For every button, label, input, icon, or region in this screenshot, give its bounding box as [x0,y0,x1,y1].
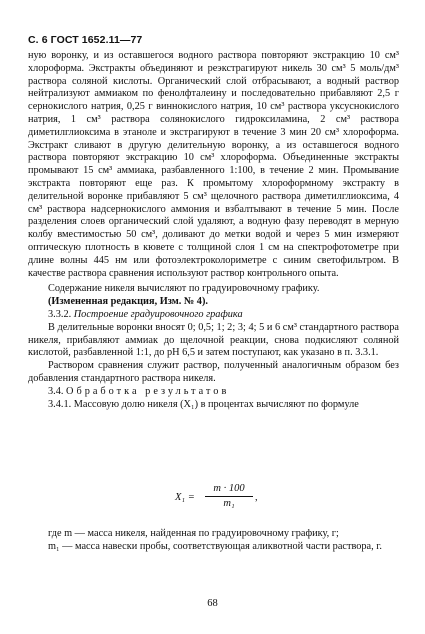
section-3-3-2-heading [28,309,399,322]
section-3-4-heading [28,386,399,399]
paragraph-calc-note: Содержание никеля вычисляют по градуировочному графику. [48,283,320,295]
paragraph-formula-intro: 3.4.1. Массовую долю никеля (X₁) в процентах вычисляют по формуле [48,398,359,410]
definition-m: где m — масса никеля, найденная по градуировочному графику, г; [48,528,339,539]
document-body [28,50,399,411]
paragraph-reference-solution: Раствором сравнения служит раствор, полученный аналогичным образом без добавления стандартного раствора никеля. [28,360,399,384]
fraction-bar [205,496,253,497]
section-title: Обработка результатов [66,385,230,397]
formula-numerator: m · 100 [213,483,245,494]
paragraph-calibration: В делительные воронки вносят 0; 0,5; 1; 2; 3; 4; 5 и 6 см³ стандартного раствора никеля, прибавляют аммиак до щелочной реакции, снова подкисляют соляной кислотой, разбавленной 1:1, до pH 6,5 и затем поступают, как указано в п. 3.3.1. [28,321,399,359]
page-number: 68 [207,598,218,609]
paragraph-procedure: ную воронку, и из оставшегося водного раствора повторяют экстракцию 10 см³ хлороформа. Экстракты объединяют и реэкстрагируют никель 30 см³ 5 моль/дм³ раствора соляной кислоты. Органический слой отбрасывают, а водный раствор нейтрализуют аммиаком по фенолфталеину и последовательно прибавляют 2,5 г сернокислого натрия, 0,25 г виннокислого натрия, 10 см³ раствора уксуснокислого натрия, 1 см³ раствора солянокислого гидроксиламина, 2 см³ раствора диметилглиоксима в этаноле и экстрагируют в течение 3 мин 20 см³ хлороформа. Экстракт сливают в другую делительную воронку, а из оставшегося водного раствора повторяют экстракцию 10 см³ хлороформа. Объединенные экстракты промывают 15 см³ аммиака, разбавленного 1:100, в течение 2 мин. Промывание экстракта повторяют еще раз. К промытому хлороформному экстракту в делительной воронке прибавляют 5 см³ щелочного раствора диметилглиоксима, 4 см³ раствора надсернокислого аммония и взбалтывают в течение 5 мин. После разделения слоев органический слой удаляют, а водную фазу переводят в мерную колбу вместимостью 50 см³, доливают до метки водой и через 5 мин измеряют оптическую плотность в кювете с толщиной слоя 1 см на спектрофотометре при длине волны 445 нм или фотоэлектроколориметре с синим светофильтром. В качестве раствора сравнения используют раствор контрольного опыта. [28,50,399,279]
section-number: 3.3.2. [48,308,72,320]
page-header: С. 6 ГОСТ 1652.11—77 [28,34,143,46]
formula-tail: , [255,492,258,503]
definition-m1: m₁ — масса навески пробы, соответствующая аликвотной части раствора, г. [48,540,382,552]
amendment-note: (Измененная редакция, Изм. № 4). [48,296,208,308]
formula-lhs: X₁ = [175,492,195,503]
section-title: Построение градуировочного графика [73,308,243,320]
formula [175,480,285,514]
formula-denominator: m₁ [223,498,235,509]
section-number: 3.4. [48,385,64,397]
variable-definitions [28,528,399,554]
